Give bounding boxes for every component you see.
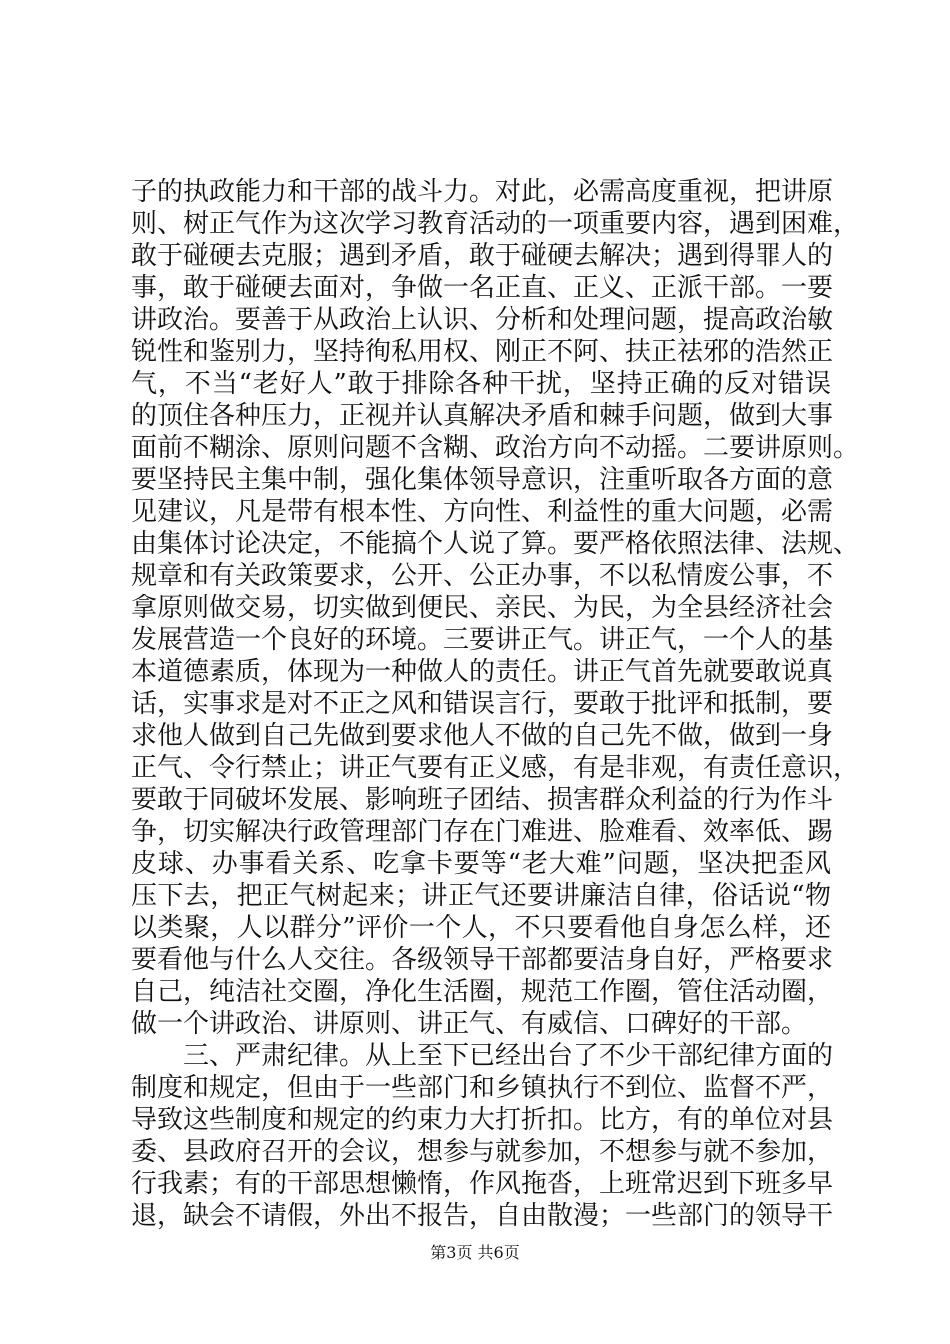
text-line: 皮球、办事看关系、吃拿卡要等“老大难”问题，坚决把歪风 [131,849,831,879]
paragraph-first-line: 三、严肃纪律。从上至下已经出台了不少干部纪律方面的 [183,1041,834,1071]
text-line: 的顶住各种压力，正视并认真解决矛盾和棘手问题，做到大事 [131,401,834,431]
page-number-footer: 第3页 共6页 [430,1243,520,1262]
text-line: 压下去，把正气树起来；讲正气还要讲廉洁自律，俗话说“物 [131,881,831,911]
text-line: 退，缺会不请假，外出不报告，自由散漫；一些部门的领导干 [131,1201,834,1231]
text-line: 见建议，凡是带有根本性、方向性、利益性的重大问题，必需 [131,497,834,527]
text-line: 由集体讨论决定，不能搞个人说了算。要严格依照法律、法规、 [131,529,860,559]
text-line: 子的执政能力和干部的战斗力。对此，必需高度重视，把讲原 [131,177,834,207]
text-line: 制度和规定，但由于一些部门和乡镇执行不到位、监督不严， [131,1073,834,1103]
text-line: 争，切实解决行政管理部门存在门难进、脸难看、效率低、踢 [131,817,834,847]
text-line: 则、树正气作为这次学习教育活动的一项重要内容，遇到困难， [131,209,860,239]
text-line: 求他人做到自己先做到要求他人不做的自己先不做，做到一身 [131,721,834,751]
text-line: 锐性和鉴别力，坚持徇私用权、刚正不阿、扶正祛邪的浩然正 [131,337,834,367]
text-line: 做一个讲政治、讲原则、讲正气、有威信、口碑好的干部。 [131,1009,808,1039]
text-line: 要看他与什么人交往。各级领导干部都要洁身自好，严格要求 [131,945,834,975]
text-line: 事，敢于碰硬去面对，争做一名正直、正义、正派干部。一要 [131,273,834,303]
text-line: 面前不糊涂、原则问题不含糊、政治方向不动摇。二要讲原则。 [131,433,860,463]
text-line: 正气、令行禁止；讲正气要有正义感，有是非观，有责任意识， [131,753,860,783]
text-line: 气，不当“老好人”敢于排除各种干扰，坚持正确的反对错误 [131,369,831,399]
text-line: 以类聚，人以群分”评价一个人，不只要看他自身怎么样，还 [131,913,831,943]
text-line: 要坚持民主集中制，强化集体领导意识，注重听取各方面的意 [131,465,834,495]
text-line: 讲政治。要善于从政治上认识、分析和处理问题，提高政治敏 [131,305,834,335]
text-line: 拿原则做交易，切实做到便民、亲民、为民，为全县经济社会 [131,593,834,623]
text-line: 发展营造一个良好的环境。三要讲正气。讲正气，一个人的基 [131,625,834,655]
text-line: 行我素；有的干部思想懒惰，作风拖沓，上班常迟到下班多早 [131,1169,834,1199]
text-line: 规章和有关政策要求，公开、公正办事，不以私情废公事，不 [131,561,834,591]
text-line: 本道德素质，体现为一种做人的责任。讲正气首先就要敢说真 [131,657,834,687]
text-line: 要敢于同破坏发展、影响班子团结、损害群众利益的行为作斗 [131,785,834,815]
text-line: 敢于碰硬去克服；遇到矛盾，敢于碰硬去解决；遇到得罪人的 [131,241,834,271]
text-line: 话，实事求是对不正之风和错误言行，要敢于批评和抵制，要 [131,689,834,719]
text-line: 自己，纯洁社交圈，净化生活圈，规范工作圈，管住活动圈， [131,977,834,1007]
text-line: 导致这些制度和规定的约束力大打折扣。比方，有的单位对县 [131,1105,834,1135]
text-line: 委、县政府召开的会议，想参与就参加，不想参与就不参加， [131,1137,834,1167]
